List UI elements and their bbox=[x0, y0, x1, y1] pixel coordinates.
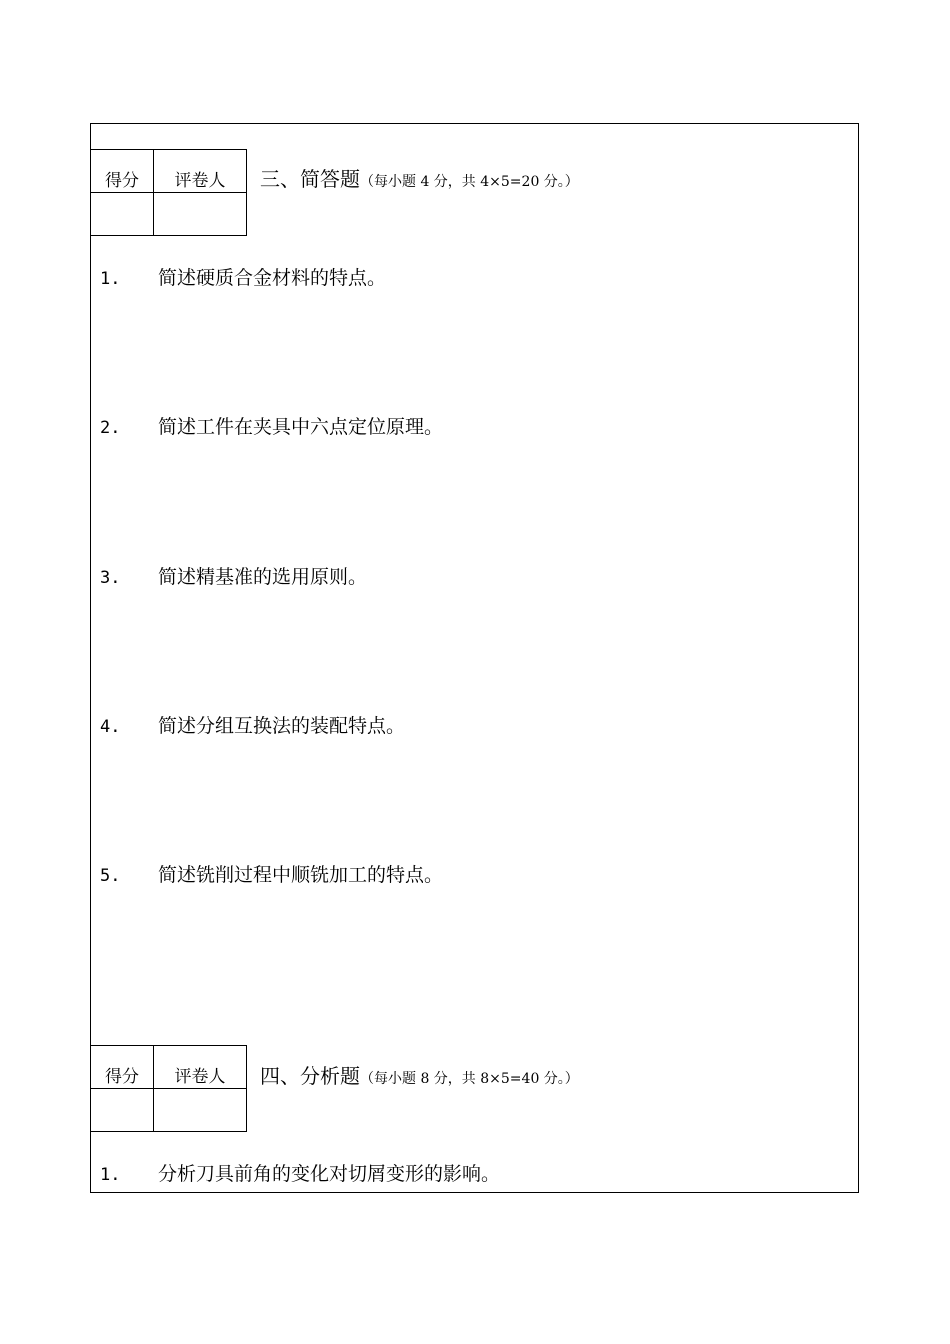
grader-label-cell bbox=[154, 150, 247, 193]
question-item bbox=[100, 263, 386, 290]
question-text: 简述精基准的选用原则。 bbox=[158, 566, 368, 588]
score-label-cell bbox=[91, 1046, 154, 1089]
section-scoring-note: （每小题 8 分，共 8×5=40 分。） bbox=[360, 1071, 579, 1087]
section-title bbox=[260, 1060, 579, 1089]
section-title-text: 三、简答题 bbox=[260, 167, 360, 191]
grader-label: 评卷人 bbox=[174, 171, 226, 191]
score-label: 得分 bbox=[105, 171, 139, 191]
question-number: 2. bbox=[100, 418, 121, 438]
score-input-cell[interactable] bbox=[91, 193, 154, 236]
question-text: 简述分组互换法的装配特点。 bbox=[158, 715, 406, 737]
question-number: 1. bbox=[100, 269, 121, 289]
grader-input-cell[interactable] bbox=[154, 193, 247, 236]
question-text: 简述工件在夹具中六点定位原理。 bbox=[158, 416, 444, 438]
question-number: 1. bbox=[100, 1165, 121, 1185]
question-item bbox=[100, 860, 443, 887]
score-table bbox=[90, 149, 247, 236]
score-label-cell bbox=[91, 150, 154, 193]
question-item bbox=[100, 711, 405, 738]
score-label: 得分 bbox=[105, 1067, 139, 1087]
question-number: 3. bbox=[100, 568, 121, 588]
grader-label: 评卷人 bbox=[174, 1067, 226, 1087]
section-title-text: 四、分析题 bbox=[260, 1064, 360, 1088]
question-text: 简述硬质合金材料的特点。 bbox=[158, 267, 387, 289]
grader-label-cell bbox=[154, 1046, 247, 1089]
question-item bbox=[100, 1159, 500, 1186]
score-input-cell[interactable] bbox=[91, 1089, 154, 1132]
section-scoring-note: （每小题 4 分，共 4×5=20 分。） bbox=[360, 174, 579, 190]
question-item bbox=[100, 412, 443, 439]
question-text: 简述铣削过程中顺铣加工的特点。 bbox=[158, 864, 444, 886]
section-title bbox=[260, 163, 579, 192]
question-text: 分析刀具前角的变化对切屑变形的影响。 bbox=[158, 1163, 501, 1185]
question-number: 4. bbox=[100, 717, 121, 737]
question-item bbox=[100, 562, 367, 589]
grader-input-cell[interactable] bbox=[154, 1089, 247, 1132]
score-table bbox=[90, 1045, 247, 1132]
question-number: 5. bbox=[100, 866, 121, 886]
